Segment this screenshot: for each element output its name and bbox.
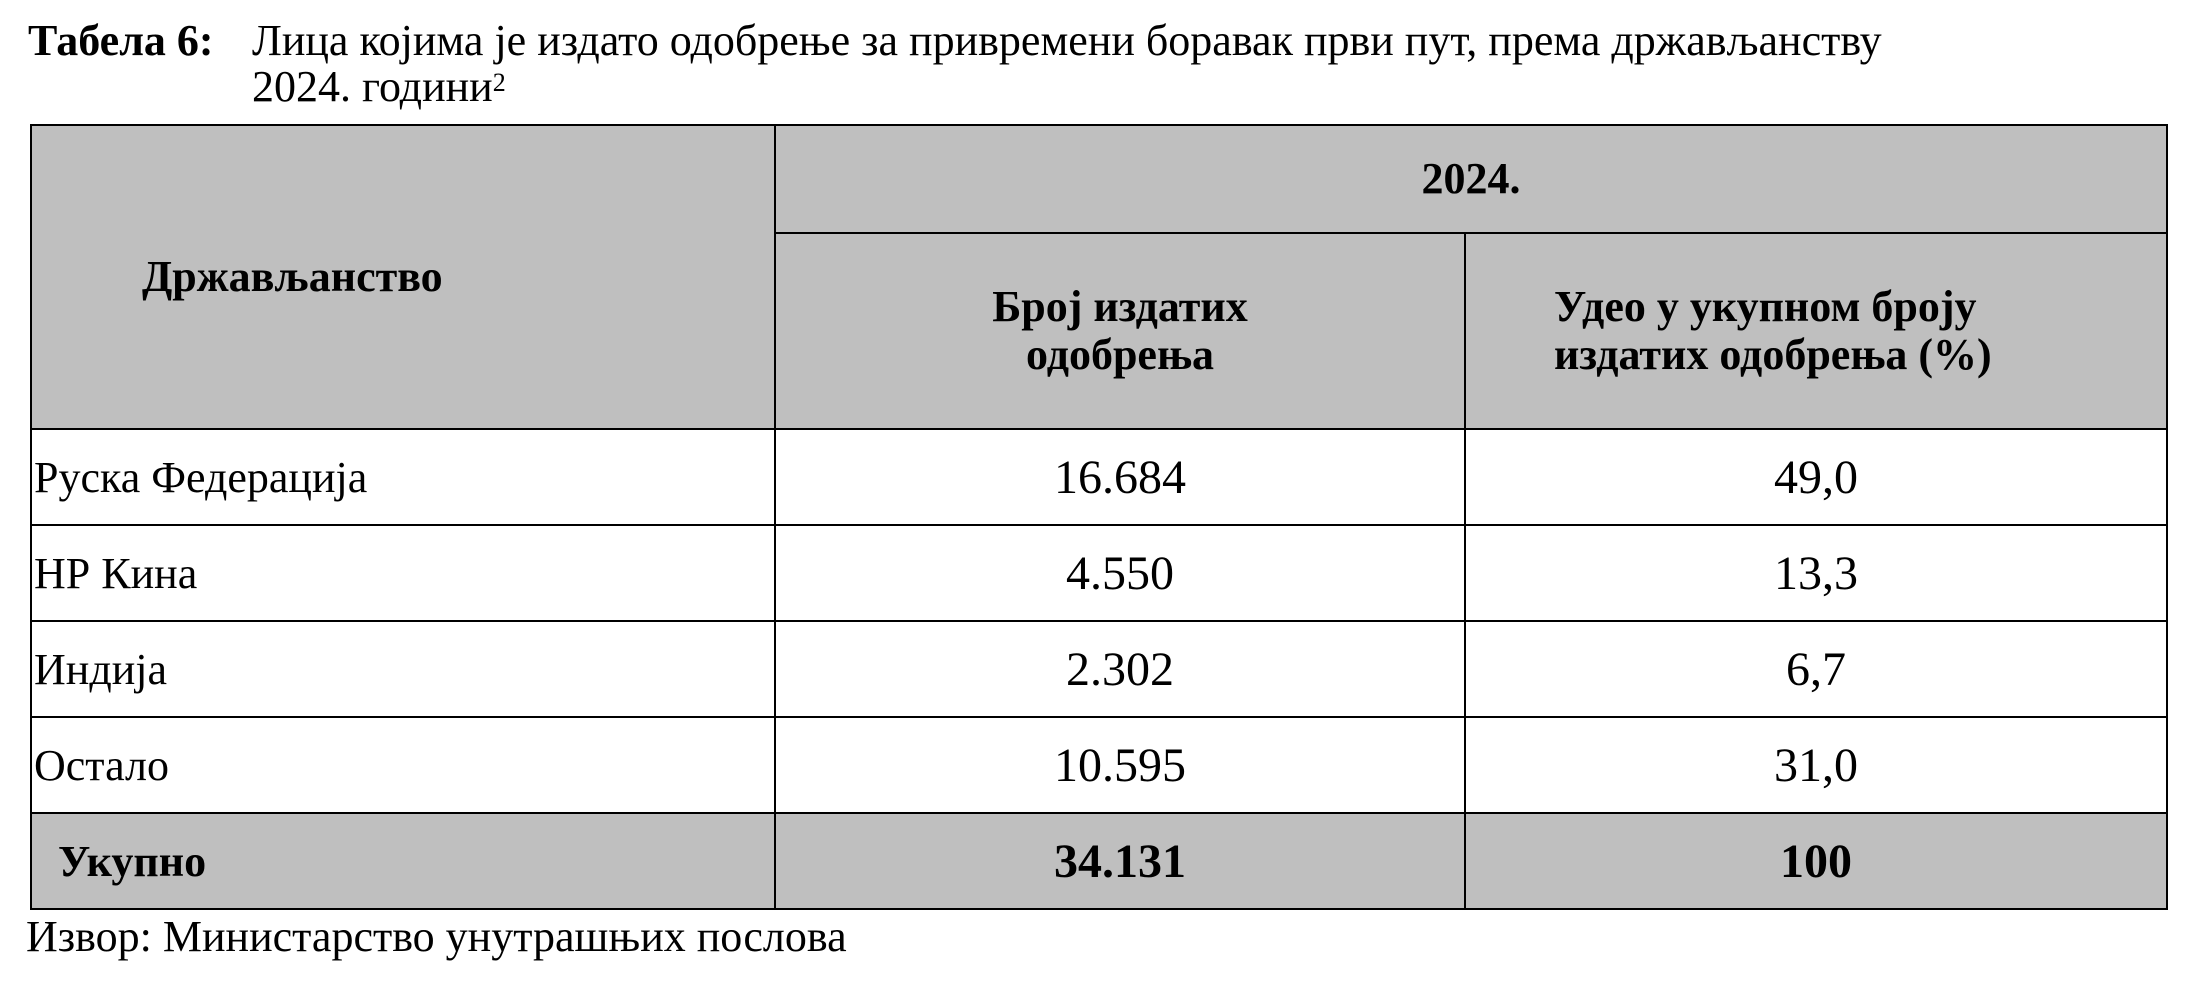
- table-body: [31, 429, 2167, 909]
- caption-label: Табела 6:: [28, 16, 214, 65]
- cell-share: 6,7: [1465, 621, 2167, 717]
- table-row: [31, 621, 2167, 717]
- cell-share: 31,0: [1465, 717, 2167, 813]
- total-label: Укупно: [31, 813, 775, 909]
- total-row: [31, 813, 2167, 909]
- caption-line-2: [28, 64, 2168, 110]
- table-row: [31, 525, 2167, 621]
- header-country: Држављанство: [31, 125, 775, 429]
- header-year: 2024.: [775, 125, 2167, 233]
- cell-country: Индија: [31, 621, 775, 717]
- cell-count: 2.302: [775, 621, 1465, 717]
- cell-share: 13,3: [1465, 525, 2167, 621]
- caption-year-text: 2024. години: [252, 62, 493, 111]
- header-count-text: Број издатих одобрења: [992, 282, 1248, 379]
- table-header: [31, 125, 2167, 429]
- cell-share: 49,0: [1465, 429, 2167, 525]
- data-table: [30, 124, 2168, 910]
- cell-country: Остало: [31, 717, 775, 813]
- header-count: [775, 233, 1465, 429]
- cell-count: 16.684: [775, 429, 1465, 525]
- table-caption: [28, 18, 2168, 110]
- caption-line-1: [28, 18, 2168, 64]
- total-count: 34.131: [775, 813, 1465, 909]
- source-note: Извор: Министарство унутрашњих послова: [26, 912, 847, 961]
- cell-count: 4.550: [775, 525, 1465, 621]
- footnote-marker: 2: [492, 68, 506, 97]
- cell-count: 10.595: [775, 717, 1465, 813]
- table-row: [31, 717, 2167, 813]
- caption-text: Лица којима је издато одобрење за привремени боравак први пут, према држављанству: [252, 16, 1882, 65]
- table-row: [31, 429, 2167, 525]
- header-share: [1465, 233, 2167, 429]
- header-share-text: Удео у укупном броју издатих одобрења (%): [1554, 282, 1992, 379]
- total-share: 100: [1465, 813, 2167, 909]
- cell-country: Руска Федерација: [31, 429, 775, 525]
- cell-country: НР Кина: [31, 525, 775, 621]
